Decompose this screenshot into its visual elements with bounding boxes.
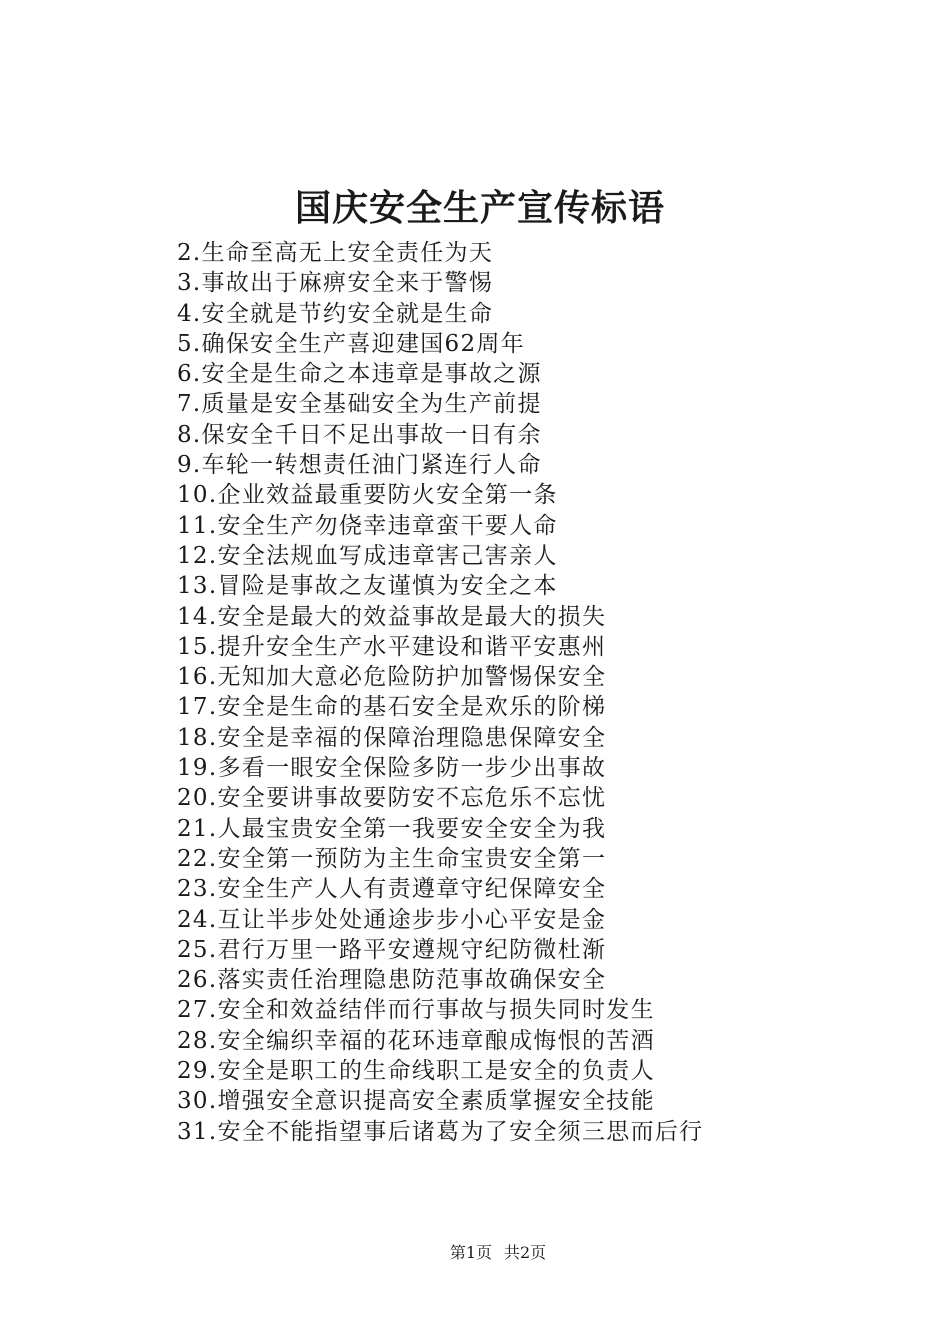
slogan-item: 28.安全编织幸福的花环违章酿成悔恨的苦酒 [177, 1027, 655, 1054]
slogan-item: 11.安全生产勿侥幸违章蛮干要人命 [177, 512, 558, 539]
slogan-item: 6.安全是生命之本违章是事故之源 [177, 361, 542, 388]
slogan-item: 3.事故出于麻痹安全来于警惕 [177, 270, 494, 297]
page-footer [0, 1242, 950, 1264]
slogan-item: 26.落实责任治理隐患防范事故确保安全 [177, 967, 607, 994]
slogan-item: 23.安全生产人人有责遵章守纪保障安全 [177, 876, 607, 903]
slogan-item: 15.提升安全生产水平建设和谐平安惠州 [177, 633, 607, 660]
slogan-item: 29.安全是职工的生命线职工是安全的负责人 [177, 1058, 655, 1085]
document-title: 国庆安全生产宣传标语 [294, 187, 665, 229]
slogan-item: 4.安全就是节约安全就是生命 [177, 300, 494, 327]
current-page-number: 第1页 [449, 1243, 492, 1262]
slogan-list [177, 238, 703, 1147]
slogan-item: 10.企业效益最重要防火安全第一条 [177, 482, 558, 509]
slogan-item: 9.车轮一转想责任油门紧连行人命 [177, 452, 542, 479]
slogan-item: 7.质量是安全基础安全为生产前提 [177, 391, 542, 418]
slogan-item: 25.君行万里一路平安遵规守纪防微杜渐 [177, 936, 607, 963]
slogan-item: 12.安全法规血写成违章害己害亲人 [177, 542, 558, 569]
slogan-item: 31.安全不能指望事后诸葛为了安全须三思而后行 [177, 1118, 704, 1145]
slogan-item: 18.安全是幸福的保障治理隐患保障安全 [177, 724, 607, 751]
slogan-item: 22.安全第一预防为主生命宝贵安全第一 [177, 845, 607, 872]
slogan-item: 13.冒险是事故之友谨慎为安全之本 [177, 573, 558, 600]
slogan-item: 24.互让半步处处通途步步小心平安是金 [177, 906, 607, 933]
slogan-item: 17.安全是生命的基石安全是欢乐的阶梯 [177, 694, 607, 721]
slogan-item: 27.安全和效益结伴而行事故与损失同时发生 [177, 997, 655, 1024]
slogan-item: 21.人最宝贵安全第一我要安全安全为我 [177, 815, 607, 842]
slogan-item: 5.确保安全生产喜迎建国62周年 [177, 330, 526, 357]
slogan-item: 16.无知加大意必危险防护加警惕保安全 [177, 664, 607, 691]
slogan-item: 30.增强安全意识提高安全素质掌握安全技能 [177, 1088, 655, 1115]
slogan-item: 14.安全是最大的效益事故是最大的损失 [177, 603, 607, 630]
slogan-item: 19.多看一眼安全保险多防一步少出事故 [177, 755, 607, 782]
slogan-item: 2.生命至高无上安全责任为天 [177, 240, 494, 266]
slogan-item: 20.安全要讲事故要防安不忘危乐不忘忧 [177, 785, 607, 812]
slogan-item: 8.保安全千日不足出事故一日有余 [177, 421, 542, 448]
total-page-count: 共2页 [504, 1243, 547, 1262]
